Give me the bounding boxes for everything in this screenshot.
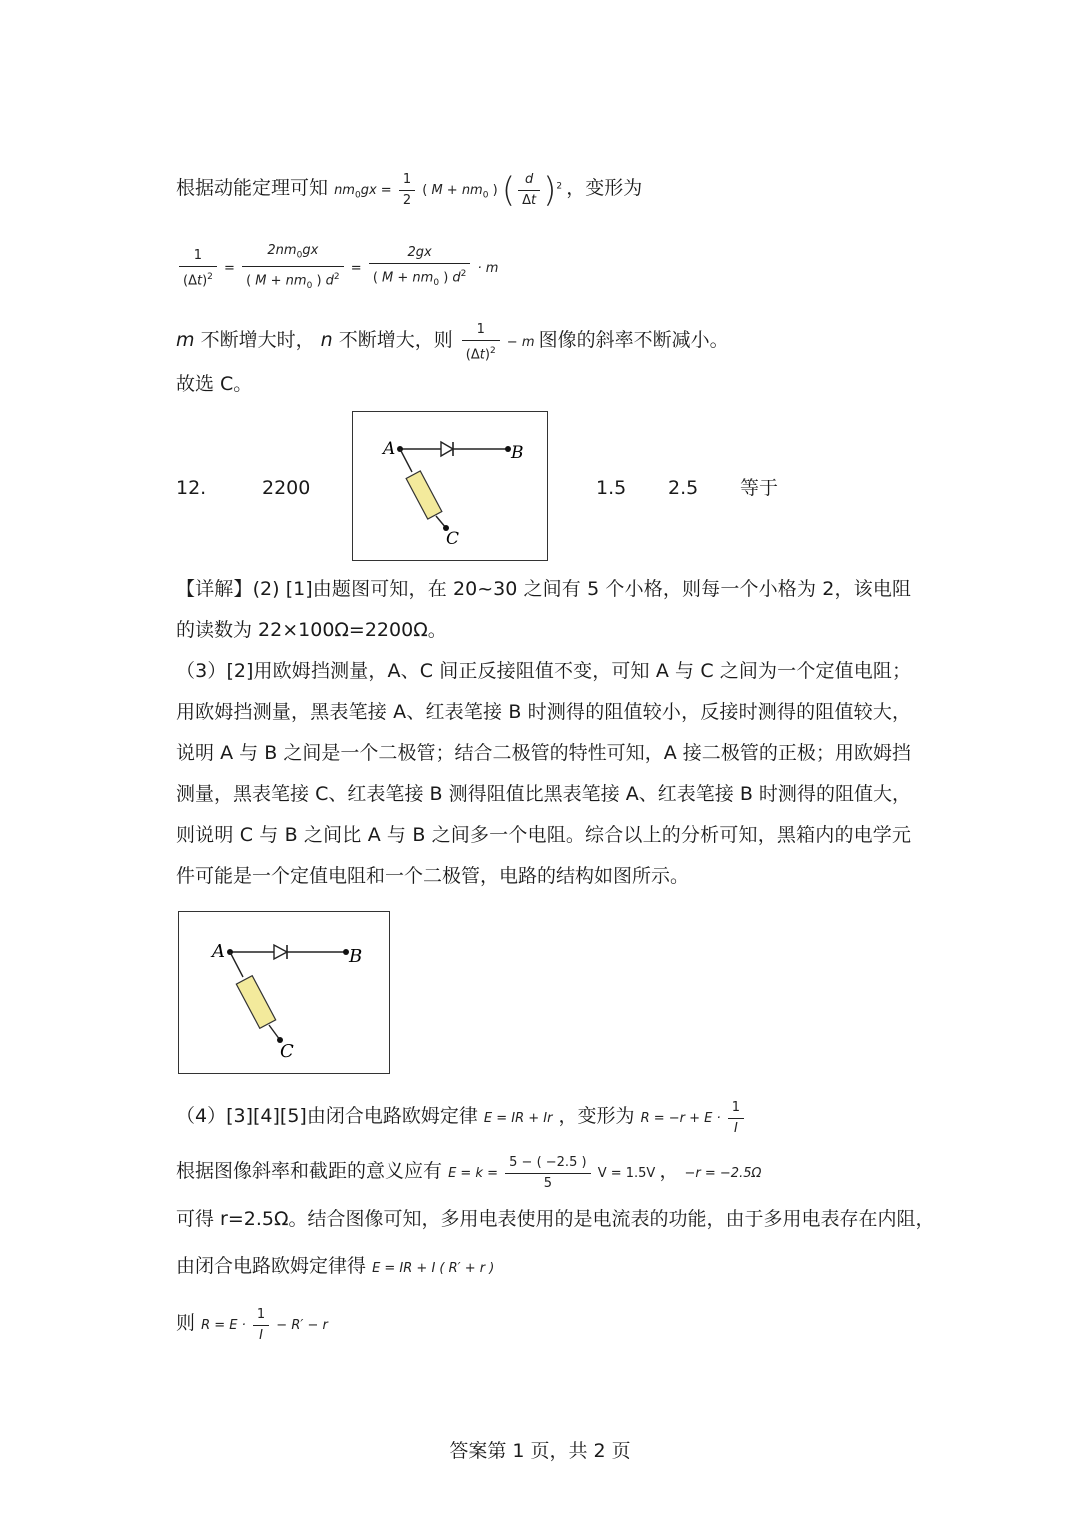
slope-statement (176, 322, 729, 363)
final-equation: R = E · $\frac{1}{I}$ − R′ − r (201, 1307, 328, 1343)
equation-line-1 (176, 172, 642, 210)
label-a: A (212, 941, 225, 962)
intercept-equation: −r = −2.5Ω (684, 1166, 762, 1181)
slope-sep: ， (659, 1160, 679, 1182)
line3-t3: 图像的斜率不断减小。 (538, 329, 729, 352)
line1-prefix: 根据动能定理可知 (176, 177, 329, 199)
line3-t2: 不断增大，则 (338, 329, 453, 352)
circuit-diagram-1 (352, 411, 548, 561)
explanation-part2: 【详解】(2) [1]由题图可知，在 20~30 之间有 5 个小格，则每一个小格为 2，该电阻的读数为 22×100Ω=2200Ω。 (176, 578, 911, 641)
kinetic-equation: $nm_0gx$ = $\frac{1}{2}$ ( $M + nm_0$ ) ( $\frac{d}{\Delta t}$ )$^2$ (334, 170, 563, 211)
law-equation: E = IR + I ( R′ + r ) (372, 1261, 495, 1276)
var-m: m (176, 329, 195, 352)
law-prefix: 由闭合电路欧姆定律得 (176, 1255, 367, 1277)
law-line (176, 1252, 494, 1283)
final-line (176, 1307, 328, 1344)
circuit-svg-2 (179, 912, 389, 1073)
q12-answer-2: 1.5 (596, 477, 627, 499)
slope-equation: E = k = $\frac{5 - ( -2.5 )}{5}$ V = 1.5V (448, 1155, 656, 1191)
final-prefix: 则 (176, 1312, 196, 1334)
q12-number: 12. (176, 477, 207, 499)
explanation-part3: （3）[2]用欧姆挡测量，A、C 间正反接阻值不变，可知 A 与 C 之间为一个定值电阻；用欧姆挡测量，黑表笔接 A、红表笔接 B 时测得的阻值较小，反接时测得的阻值较大，说明 A 与 B 之间是一个二极管；结合二极管的特性可知，A 接二极管的正极；用欧姆挡测量，黑表笔接 C、红表笔接 B 测得阻值比黑表笔接 A、红表笔接 B 时测得的阻值大，则说明 C 与 B 之间比 A 与 B 之间多一个电阻。综合以上的分析可知，黑箱内的电学元件可能是一个定值电阻和一个二极管，电路的结构如图所示。 (176, 660, 911, 887)
line3-t1: 不断增大时， (200, 329, 315, 352)
conclusion: 故选 C。 (176, 373, 253, 395)
transformed-equation: $\frac{1}{(\Delta t)^2}$ = $\frac{2nm_0gx}{( M + nm_0 ) d^2}$ = $\frac{2gx}{( M + nm_0 ) d^2}$ · m (176, 261, 498, 276)
label-c: C (280, 1041, 294, 1062)
part4-line (176, 1100, 747, 1137)
slope-expression: $\frac{1}{(\Delta t)^2}$ − m (459, 335, 539, 350)
ohm-law-eq: E = IR + Ir (483, 1111, 553, 1126)
slope-line (176, 1155, 761, 1192)
equation-line-2 (176, 243, 498, 294)
line1-suffix: ，变形为 (566, 177, 643, 199)
part4-prefix: （4）[3][4][5]由闭合电路欧姆定律 (176, 1105, 478, 1127)
page-footer: 答案第 1 页，共 2 页 (449, 1440, 631, 1462)
q12-answer-1: 2200 (262, 477, 311, 499)
label-b: B (511, 443, 524, 463)
resistor-icon (406, 471, 442, 519)
circuit-svg-1 (353, 412, 547, 560)
var-n: n (320, 329, 333, 352)
diode-icon (274, 945, 287, 959)
label-a: A (383, 439, 396, 459)
resistor-icon (236, 976, 275, 1029)
transformed-eq: R = −r + E · $\frac{1}{I}$ (641, 1111, 748, 1126)
label-c: C (446, 529, 460, 549)
circuit-diagram-2 (178, 911, 390, 1074)
label-b: B (349, 946, 363, 967)
part4-mid: ，变形为 (558, 1105, 635, 1127)
q12-answer-4: 等于 (740, 477, 779, 499)
diode-icon (441, 442, 453, 456)
resistance-line: 可得 r=2.5Ω。结合图像可知，多用电表使用的是电流表的功能，由于多用电表存在内阻， (176, 1208, 935, 1230)
q12-answer-3: 2.5 (668, 477, 699, 499)
slope-prefix: 根据图像斜率和截距的意义应有 (176, 1160, 443, 1182)
